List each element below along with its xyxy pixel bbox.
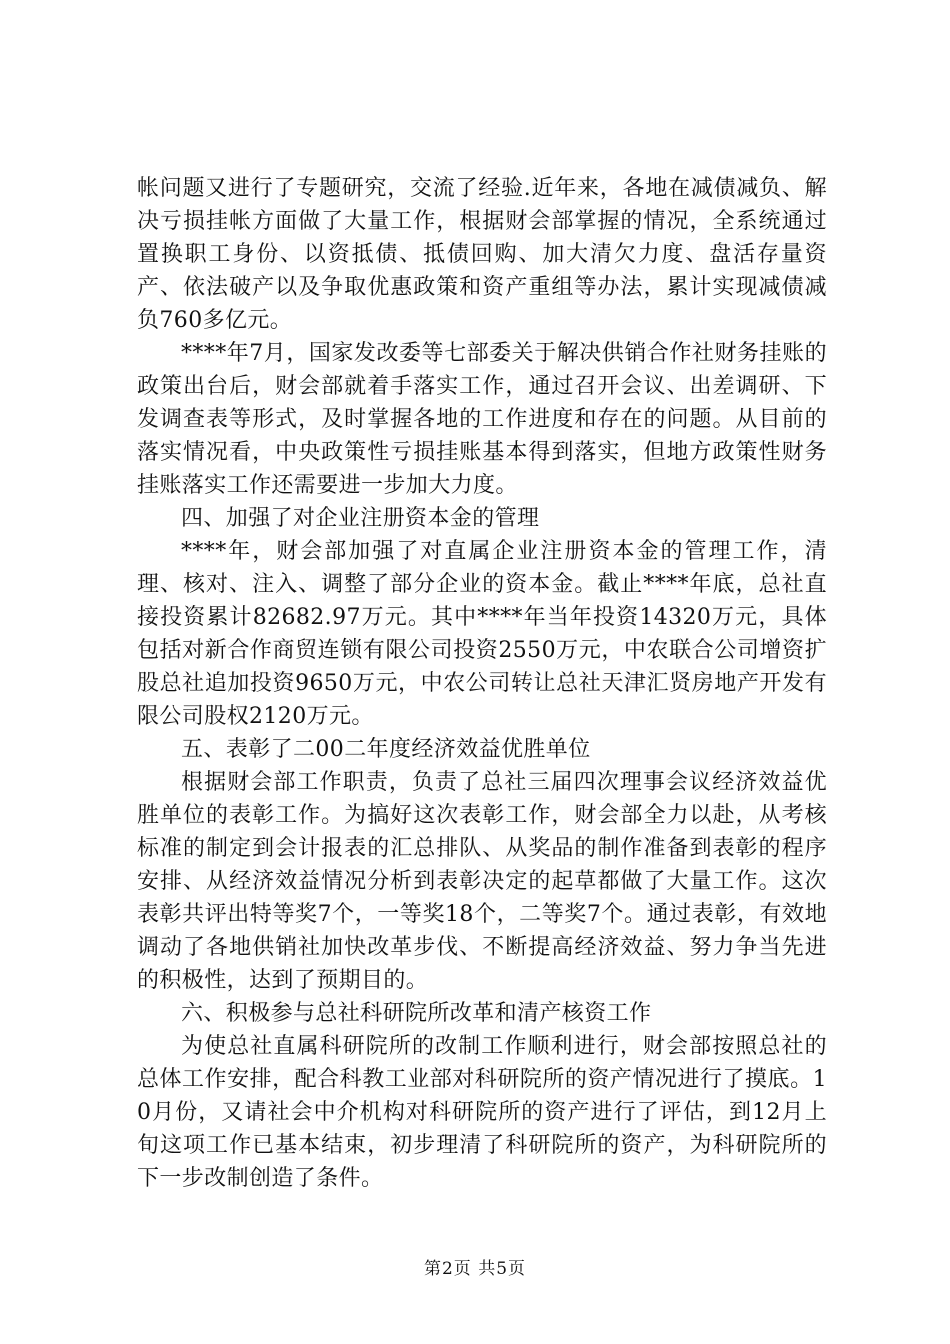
paragraph-research-institutes: 为使总社直属科研院所的改制工作顺利进行，财会部按照总社的总体工作安排，配合科教工业部对科研院所的资产情况进行了摸底。10月份，又请社会中介机构对科研院所的资产进行了评估，到12月上旬这项工作已基本结束，初步理清了科研院所的资产，为科研院所的下一步改制创造了条件。: [137, 1034, 827, 1191]
paragraph-policy-implementation: ****年7月，国家发改委等七部委关于解决供销合作社财务挂账的政策出台后，财会部就着手落实工作，通过召开会议、出差调研、下发调查表等形式，及时掌握各地的工作进度和存在的问题。从目前的落实情况看，中央政策性亏损挂账基本得到落实，但地方政策性财务挂账落实工作还需要进一步加大力度。: [137, 341, 827, 498]
section-heading-5: 五、表彰了二00二年度经济效益优胜单位: [181, 737, 591, 762]
paragraph-registered-capital: ****年，财会部加强了对直属企业注册资本金的管理工作，清理、核对、注入、调整了部分企业的资本金。截止****年底，总社直接投资累计82682.97万元。其中****年当年投资14320万元，具体包括对新合作商贸连锁有限公司投资2550万元，中农联合公司增资扩股总社追加投资9650万元，中农公司转让总社天津汇贤房地产开发有限公司股权2120万元。: [137, 539, 827, 729]
paragraph-debt-reduction: 帐问题又进行了专题研究，交流了经验.近年来，各地在减债减负、解决亏损挂帐方面做了大量工作，根据财会部掌握的情况，全系统通过置换职工身份、以资抵债、抵债回购、加大清欠力度、盘活存量资产、依法破产以及争取优惠政策和资产重组等办法，累计实现减债减负760多亿元。: [137, 176, 827, 333]
section-heading-6: 六、积极参与总社科研院所改革和清产核资工作: [181, 1001, 652, 1026]
document-body: [137, 172, 827, 1195]
section-heading-4: 四、加强了对企业注册资本金的管理: [181, 506, 540, 531]
paragraph-commendation: 根据财会部工作职责，负责了总社三届四次理事会议经济效益优胜单位的表彰工作。为搞好这次表彰工作，财会部全力以赴，从考核标准的制定到会计报表的汇总排队、从奖品的制作准备到表彰的程序安排、从经济效益情况分析到表彰决定的起草都做了大量工作。这次表彰共评出特等奖7个，一等奖18个，二等奖7个。通过表彰，有效地调动了各地供销社加快改革步伐、不断提高经济效益、努力争当先进的积极性，达到了预期目的。: [137, 770, 827, 993]
page-number-footer: 第2页 共5页: [423, 1259, 527, 1279]
